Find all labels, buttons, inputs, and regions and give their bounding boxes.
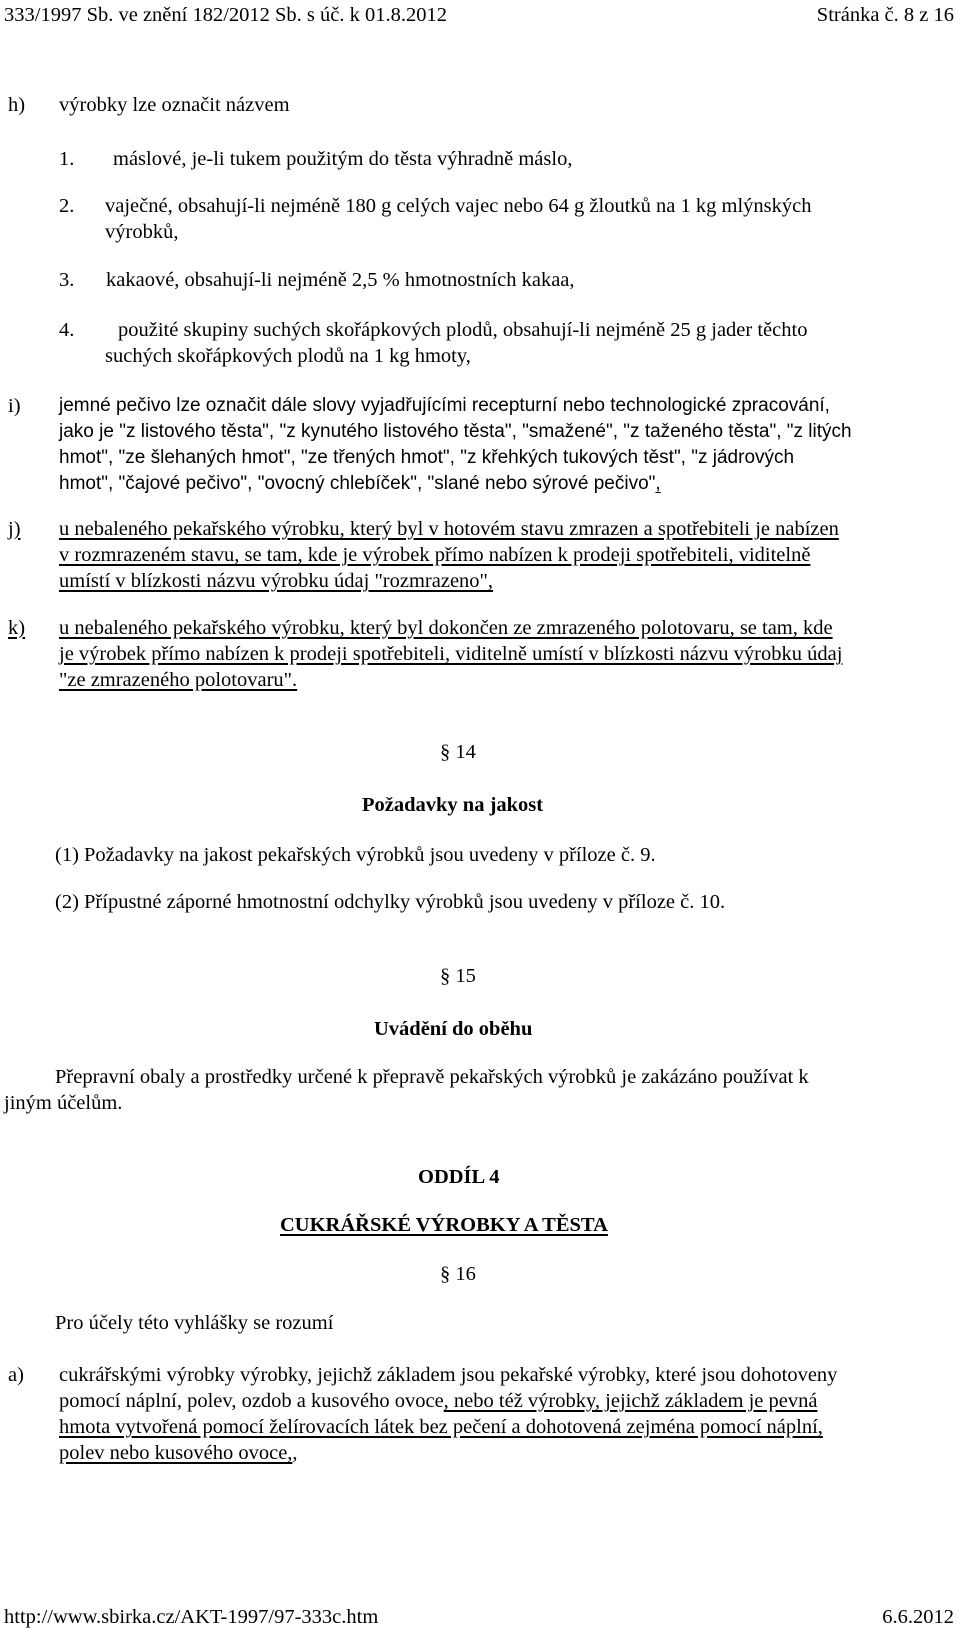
sub-item-number: 1.: [59, 148, 75, 170]
header-left: 333/1997 Sb. ve znění 182/2012 Sb. s úč. k 01.8.2012: [4, 4, 448, 26]
item-i-text: jemné pečivo lze označit dále slovy vyjadřujícími recepturní nebo technologické zpracování, jako je "z listového těsta", "z kynutého listového těsta", "smažené", "z taženého těsta", "z litých hmot", "ze šlehaných hmot", "ze třených hmot", "z křehkých tukových těst", "z jádrových hmot", "čajové pečivo", "ovocný chlebíček", "slané nebo sýrové pečivo",: [59, 395, 852, 494]
sub-item-number: 2.: [59, 195, 75, 217]
item-j-label: j): [8, 518, 21, 540]
item-h-text: výrobky lze označit názvem: [59, 94, 290, 116]
item-h-label: h): [8, 94, 26, 116]
item-a-text: cukrářskými výrobky výrobky, jejichž základem jsou pekařské výrobky, které jsou dohotoveny pomocí náplní, polev, ozdob a kusového ovoce, nebo též výrobky, jejichž základem je pevná hmota vytvořená pomocí želírovacích látek bez pečení a dohotovená zejména pomocí náplní, polev nebo kusového ovoce,,: [59, 1364, 838, 1464]
sub-item-text: máslové, je-li tukem použitým do těsta výhradně máslo,: [113, 148, 573, 170]
item-j-text: u nebaleného pekařského výrobku, který byl v hotovém stavu zmrazen a spotřebiteli je nabízen v rozmrazeném stavu, se tam, kde je výrobek přímo nabízen k prodeji spotřebiteli, viditelně umístí v blízkosti názvu výrobku údaj "rozmrazeno",: [59, 518, 839, 592]
division-title: ODDÍL 4: [418, 1166, 500, 1188]
sub-item-number: 4.: [59, 319, 75, 341]
paragraph: (2) Přípustné záporné hmotnostní odchylky výrobků jsou uvedeny v příloze č. 10.: [55, 891, 726, 913]
item-i-label: i): [8, 395, 21, 417]
division-subtitle: CUKRÁŘSKÉ VÝROBKY A TĚSTA: [280, 1214, 608, 1236]
sub-item-number: 3.: [59, 269, 75, 291]
footer-date: 6.6.2012: [882, 1606, 954, 1628]
paragraph: Přepravní obaly a prostředky určené k přepravě pekařských výrobků je zakázáno používat k jiným účelům.: [4, 1066, 809, 1114]
item-k-text: u nebaleného pekařského výrobku, který byl dokončen ze zmrazeného polotovaru, se tam, kde je výrobek přímo nabízen k prodeji spotřebiteli, viditelně umístí v blízkosti názvu výrobku údaj "ze zmrazeného polotovaru".: [59, 617, 843, 691]
section-number: § 14: [440, 741, 476, 763]
section-title: Uvádění do oběhu: [374, 1018, 533, 1040]
section-number: § 15: [440, 965, 476, 987]
section-number: § 16: [440, 1263, 476, 1285]
sub-item-text: kakaové, obsahují-li nejméně 2,5 % hmotnostních kakaa,: [106, 269, 575, 291]
section-title: Požadavky na jakost: [362, 794, 544, 816]
sub-item-text: použité skupiny suchých skořápkových plodů, obsahují-li nejméně 25 g jader těchto suchých skořápkových plodů na 1 kg hmoty,: [105, 319, 808, 367]
paragraph: Pro účely této vyhlášky se rozumí: [55, 1312, 334, 1334]
sub-item-text: vaječné, obsahují-li nejméně 180 g celých vajec nebo 64 g žloutků na 1 kg mlýnských výrobků,: [105, 195, 812, 243]
footer-url: http://www.sbirka.cz/AKT-1997/97-333c.htm: [4, 1606, 379, 1628]
header-right: Stránka č. 8 z 16: [816, 4, 954, 26]
paragraph: (1) Požadavky na jakost pekařských výrobků jsou uvedeny v příloze č. 9.: [55, 844, 656, 866]
item-a-label: a): [8, 1364, 24, 1386]
item-k-label: k): [8, 617, 26, 639]
